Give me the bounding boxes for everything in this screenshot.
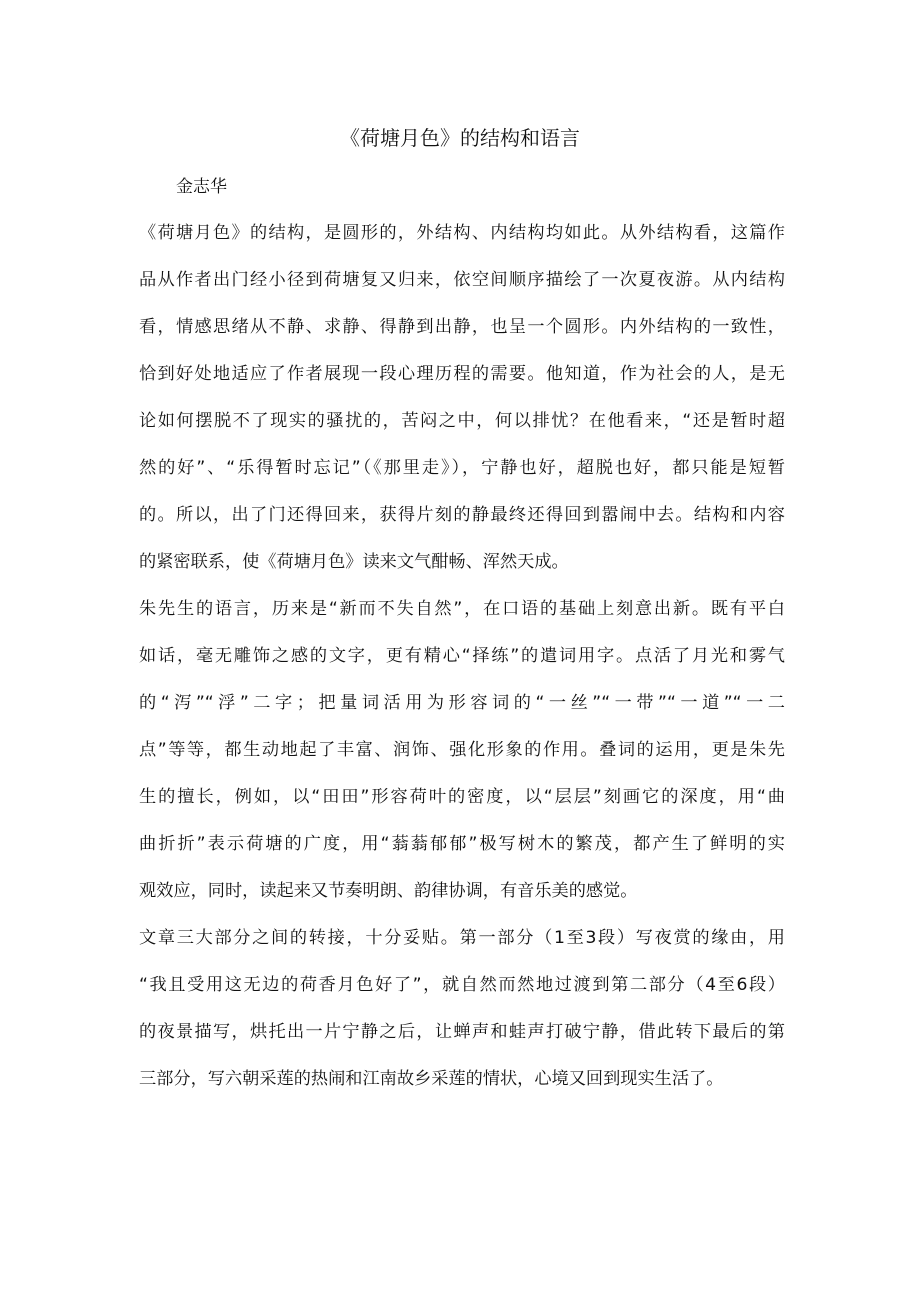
text-line: 然的好”、“乐得暂时忘记”（《那里走》），宁静也好，超脱也好，都只能是短暂	[139, 458, 785, 478]
text-line: “我且受用这无边的荷香月色好了”，就自然而然地过渡到第二部分（4至6段）	[139, 975, 785, 995]
article-body	[139, 217, 785, 1110]
text-line: 如话，毫无雕饰之感的文字，更有精心“择练”的遣词用字。点活了月光和雾气	[139, 646, 785, 666]
page-title: 《荷塘月色》的结构和语言	[340, 126, 580, 150]
text-line: 《荷塘月色》的结构，是圆形的，外结构、内结构均如此。从外结构看，这篇作	[139, 223, 785, 243]
text-line: 朱先生的语言，历来是“新而不失自然”，在口语的基础上刻意出新。既有平白	[139, 599, 785, 619]
paragraph-structure	[139, 217, 785, 593]
text-line: 观效应，同时，读起来又节奏明朗、韵律协调，有音乐美的感觉。	[139, 881, 638, 901]
text-line: 生的擅长，例如，以“田田”形容荷叶的密度，以“层层”刻画它的深度，用“曲	[139, 787, 785, 807]
text-line: 的紧密联系，使《荷塘月色》读来文气酣畅、浑然天成。	[139, 552, 569, 572]
text-line: 的。所以，出了门还得回来，获得片刻的静最终还得回到嚣闹中去。结构和内容	[139, 505, 785, 525]
author-name: 金志华	[176, 177, 227, 197]
text-line: 看，情感思绪从不静、求静、得静到出静，也呈一个圆形。内外结构的一致性，	[139, 317, 785, 337]
text-line: 的“泻”“浮”二字；把量词活用为形容词的“一丝”“一带”“一道”“一二	[139, 693, 785, 713]
text-line: 恰到好处地适应了作者展现一段心理历程的需要。他知道，作为社会的人，是无	[139, 364, 785, 384]
paragraph-transitions	[139, 922, 785, 1110]
text-line: 的夜景描写，烘托出一片宁静之后，让蝉声和蛙声打破宁静，借此转下最后的第	[139, 1022, 785, 1042]
text-line: 论如何摆脱不了现实的骚扰的，苦闷之中，何以排忧？在他看来，“还是暂时超	[139, 411, 785, 431]
text-line: 三部分，写六朝采莲的热闹和江南故乡采莲的情状，心境又回到现实生活了。	[139, 1069, 724, 1089]
text-line: 曲折折”表示荷塘的广度，用“蓊蓊郁郁”极写树木的繁茂，都产生了鲜明的实	[139, 834, 785, 854]
text-line: 文章三大部分之间的转接，十分妥贴。第一部分（1至3段）写夜赏的缘由，用	[139, 928, 785, 948]
text-line: 点”等等，都生动地起了丰富、润饰、强化形象的作用。叠词的运用，更是朱先	[139, 740, 785, 760]
paragraph-language	[139, 593, 785, 922]
text-line: 品从作者出门经小径到荷塘复又归来，依空间顺序描绘了一次夏夜游。从内结构	[139, 270, 785, 290]
